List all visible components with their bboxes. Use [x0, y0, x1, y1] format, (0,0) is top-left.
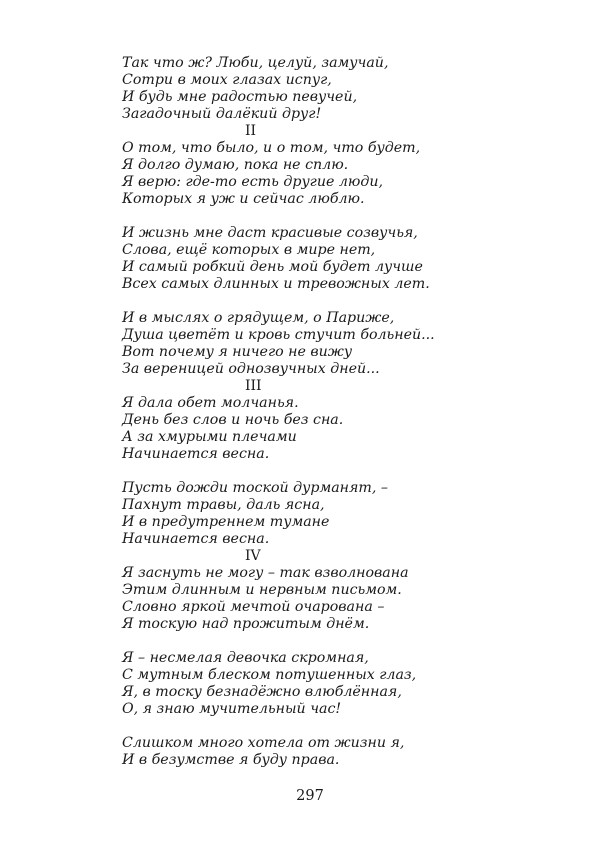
stanza: [122, 480, 502, 548]
poem-line: Пусть дожди тоской дурманят, –: [122, 480, 388, 496]
stanza-gap: [122, 633, 502, 650]
poem-text: [122, 55, 502, 769]
stanza: [122, 735, 502, 769]
poem-line: Так что ж? Люби, целуй, замучай,: [122, 55, 389, 71]
stanza-gap: [122, 293, 502, 310]
poem-line: Всех самых длинных и тревожных лет.: [122, 276, 430, 292]
poem-line: Слова, ещё которых в мире нет,: [122, 242, 376, 258]
poem-line: И в безумстве я буду права.: [122, 752, 340, 768]
poem-line: Я долго думаю, пока не сплю.: [122, 157, 349, 173]
stanza: [122, 310, 502, 378]
poem-line: Я заснуть не могу – так взволнована: [122, 565, 409, 581]
poem-line: Этим длинным и нервным письмом.: [122, 582, 402, 598]
poem-line: Начинается весна.: [122, 531, 270, 547]
section-numeral: II: [245, 123, 257, 139]
stanza-gap: [122, 463, 502, 480]
poem-line: За вереницей однозвучных дней...: [122, 361, 380, 377]
poem-line: И в мыслях о грядущем, о Париже,: [122, 310, 395, 326]
section-numeral: III: [245, 378, 262, 394]
poem-line: О том, что было, и о том, что будет,: [122, 140, 421, 156]
poem-line: И жизнь мне даст красивые созвучья,: [122, 225, 418, 241]
stanza: [122, 378, 502, 463]
poem-line: Я, в тоску безнадёжно влюблённая,: [122, 684, 402, 700]
poem-line: Я тоскую над прожитым днём.: [122, 616, 370, 632]
poem-line: Начинается весна.: [122, 446, 270, 462]
poem-line: Словно яркой мечтой очарована –: [122, 599, 385, 615]
stanza: [122, 548, 502, 633]
poem-line: Сотри в моих глазах испуг,: [122, 72, 332, 88]
stanza: [122, 650, 502, 718]
stanza: [122, 55, 502, 123]
poem-line: Вот почему я ничего не вижу: [122, 344, 353, 360]
poem-line: О, я знаю мучительный час!: [122, 701, 342, 717]
poem-line: Которых я уж и сейчас люблю.: [122, 191, 365, 207]
poem-line: Загадочный далёкий друг!: [122, 106, 322, 122]
poem-line: И самый робкий день мой будет лучше: [122, 259, 423, 275]
poem-line: Я верю: где-то есть другие люди,: [122, 174, 384, 190]
stanza: [122, 123, 502, 208]
stanza-gap: [122, 718, 502, 735]
stanza: [122, 225, 502, 293]
poem-line: Я – несмелая девочка скромная,: [122, 650, 369, 666]
poem-line: С мутным блеском потушенных глаз,: [122, 667, 417, 683]
poem-line: День без слов и ночь без сна.: [122, 412, 344, 428]
poem-line: Я дала обет молчанья.: [122, 395, 299, 411]
poem-line: Слишком много хотела от жизни я,: [122, 735, 405, 751]
poem-line: И будь мне радостью певучей,: [122, 89, 358, 105]
page-number: 297: [296, 788, 324, 804]
section-numeral: IV: [245, 548, 261, 564]
poem-line: Душа цветёт и кровь стучит больней...: [122, 327, 435, 343]
poem-line: И в предутреннем тумане: [122, 514, 330, 530]
stanza-gap: [122, 208, 502, 225]
poem-line: Пахнут травы, даль ясна,: [122, 497, 325, 513]
poem-line: А за хмурыми плечами: [122, 429, 297, 445]
